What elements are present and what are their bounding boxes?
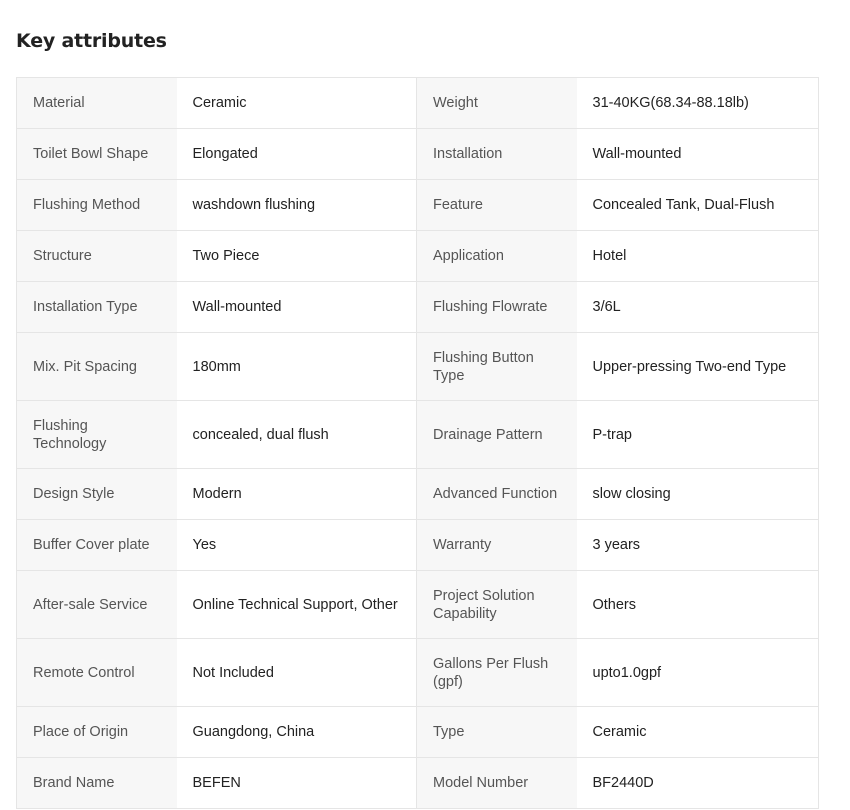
attribute-value: BF2440D (577, 758, 819, 809)
attribute-name: Project Solution Capability (417, 571, 577, 639)
attribute-value: Online Technical Support, Other (177, 571, 417, 639)
attribute-name: Flushing Flowrate (417, 282, 577, 333)
attribute-name: Warranty (417, 520, 577, 571)
attribute-name: Type (417, 707, 577, 758)
attribute-value: Wall-mounted (577, 129, 819, 180)
attribute-name: Feature (417, 180, 577, 231)
attribute-value: Upper-pressing Two-end Type (577, 333, 819, 401)
table-row (17, 180, 819, 231)
attribute-value: Yes (177, 520, 417, 571)
table-row (17, 129, 819, 180)
attribute-value: Modern (177, 469, 417, 520)
attribute-value: 180mm (177, 333, 417, 401)
attribute-value: Wall-mounted (177, 282, 417, 333)
attribute-name: Drainage Pattern (417, 401, 577, 469)
table-row (17, 333, 819, 401)
table-row (17, 707, 819, 758)
table-row (17, 282, 819, 333)
attribute-name: Model Number (417, 758, 577, 809)
table-row (17, 469, 819, 520)
attribute-name: Flushing Method (17, 180, 177, 231)
attribute-value: Ceramic (577, 707, 819, 758)
attribute-name: After-sale Service (17, 571, 177, 639)
attribute-value: upto1.0gpf (577, 639, 819, 707)
attribute-name: Buffer Cover plate (17, 520, 177, 571)
attribute-name: Installation Type (17, 282, 177, 333)
table-row (17, 520, 819, 571)
attribute-name: Mix. Pit Spacing (17, 333, 177, 401)
table-row (17, 78, 819, 129)
attribute-value: 3 years (577, 520, 819, 571)
attribute-name: Flushing Button Type (417, 333, 577, 401)
attribute-name: Material (17, 78, 177, 129)
attribute-value: Two Piece (177, 231, 417, 282)
attribute-value: Guangdong, China (177, 707, 417, 758)
attribute-value: Not Included (177, 639, 417, 707)
attribute-name: Structure (17, 231, 177, 282)
attribute-name: Advanced Function (417, 469, 577, 520)
attribute-name: Installation (417, 129, 577, 180)
attribute-value: slow closing (577, 469, 819, 520)
attribute-name: Weight (417, 78, 577, 129)
attribute-name: Place of Origin (17, 707, 177, 758)
attribute-value: concealed, dual flush (177, 401, 417, 469)
attribute-name: Design Style (17, 469, 177, 520)
attribute-value: Others (577, 571, 819, 639)
table-row (17, 231, 819, 282)
attribute-value: 31-40KG(68.34-88.18lb) (577, 78, 819, 129)
attribute-value: Hotel (577, 231, 819, 282)
attribute-name: Application (417, 231, 577, 282)
attribute-name: Gallons Per Flush (gpf) (417, 639, 577, 707)
table-row (17, 758, 819, 809)
attribute-value: Concealed Tank, Dual-Flush (577, 180, 819, 231)
table-row (17, 401, 819, 469)
attribute-value: 3/6L (577, 282, 819, 333)
attribute-name: Toilet Bowl Shape (17, 129, 177, 180)
table-row (17, 639, 819, 707)
attribute-value: P-trap (577, 401, 819, 469)
attribute-value: Ceramic (177, 78, 417, 129)
attribute-value: BEFEN (177, 758, 417, 809)
attribute-value: Elongated (177, 129, 417, 180)
key-attributes-table (16, 77, 819, 809)
attribute-name: Flushing Technology (17, 401, 177, 469)
attribute-name: Remote Control (17, 639, 177, 707)
attribute-name: Brand Name (17, 758, 177, 809)
attribute-value: washdown flushing (177, 180, 417, 231)
section-title: Key attributes (16, 30, 167, 52)
table-row (17, 571, 819, 639)
